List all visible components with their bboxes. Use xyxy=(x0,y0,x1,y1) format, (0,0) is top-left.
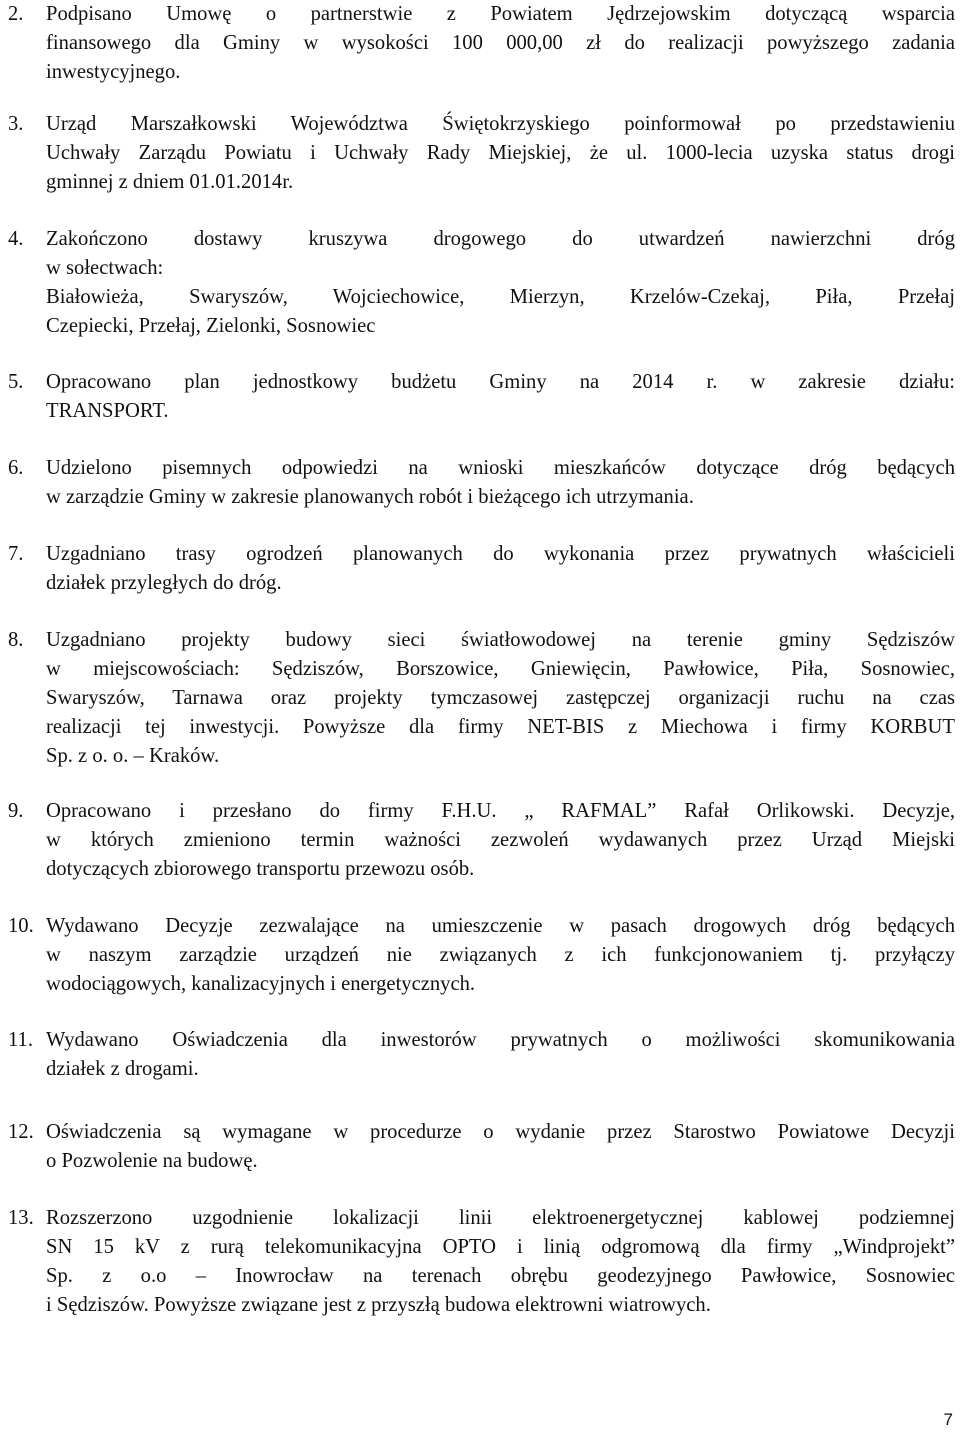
text-line: w naszym zarządzie urządzeń nie związanych z ich funkcjonowaniem tj. przyłączy xyxy=(46,944,955,966)
text-line: w sołectwach: xyxy=(46,257,164,279)
item-number: 11. xyxy=(8,1029,33,1051)
text-line: gminnej z dniem 01.01.2014r. xyxy=(46,171,294,193)
item-text xyxy=(46,797,955,884)
item-text xyxy=(46,1026,955,1084)
item-text xyxy=(46,540,955,598)
text-line: działek przyległych do dróg. xyxy=(46,572,282,594)
item-text xyxy=(46,1118,955,1176)
item-number: 2. xyxy=(8,3,24,25)
text-line: Urząd Marszałkowski Województwa Świętokrzyskiego poinformował po przedstawieniu xyxy=(46,113,955,135)
text-line: Opracowano plan jednostkowy budżetu Gminy na 2014 r. w zakresie działu: xyxy=(46,371,955,393)
text-line: działek z drogami. xyxy=(46,1058,199,1080)
text-line: Uchwały Zarządu Powiatu i Uchwały Rady Miejskiej, że ul. 1000-lecia uzyska status drogi xyxy=(46,142,955,164)
item-number: 13. xyxy=(8,1207,34,1229)
item-text xyxy=(46,368,955,426)
item-number: 8. xyxy=(8,629,24,651)
item-number: 12. xyxy=(8,1121,34,1143)
item-text xyxy=(46,110,955,197)
list-item-5 xyxy=(8,368,955,426)
text-line: Opracowano i przesłano do firmy F.H.U. „ RAFMAL” Rafał Orlikowski. Decyzje, xyxy=(46,800,955,822)
list-item-4 xyxy=(8,225,955,341)
text-line: SN 15 kV z rurą telekomunikacyjna OPTO i linią odgromową dla firmy „Windprojekt” xyxy=(46,1236,955,1258)
text-line: finansowego dla Gminy w wysokości 100 000,00 zł do realizacji powyższego zadania xyxy=(46,32,955,54)
text-line: realizacji tej inwestycji. Powyższe dla firmy NET-BIS z Miechowa i firmy KORBUT xyxy=(46,716,955,738)
text-line: Białowieża, Swaryszów, Wojciechowice, Mierzyn, Krzelów-Czekaj, Piła, Przełaj xyxy=(46,286,955,308)
item-number: 6. xyxy=(8,457,24,479)
list-item-7 xyxy=(8,540,955,598)
text-line: Czepiecki, Przełaj, Zielonki, Sosnowiec xyxy=(46,315,376,337)
text-line: Podpisano Umowę o partnerstwie z Powiatem Jędrzejowskim dotyczącą wsparcia xyxy=(46,3,955,25)
text-line: Udzielono pisemnych odpowiedzi na wnioski mieszkańców dotyczące dróg będących xyxy=(46,457,955,479)
list-item-13 xyxy=(8,1204,955,1320)
text-line: Sp. z o. o. – Kraków. xyxy=(46,745,220,767)
text-line: Wydawano Decyzje zezwalające na umieszczenie w pasach drogowych dróg będących xyxy=(46,915,955,937)
text-line: inwestycyjnego. xyxy=(46,61,181,83)
text-line: wodociągowych, kanalizacyjnych i energetycznych. xyxy=(46,973,476,995)
list-item-3 xyxy=(8,110,955,197)
list-item-6 xyxy=(8,454,955,512)
item-text xyxy=(46,454,955,512)
item-number: 7. xyxy=(8,543,24,565)
text-line: Swaryszów, Tarnawa oraz projekty tymczasowej zastępczej organizacji ruchu na czas xyxy=(46,687,955,709)
text-line: Zakończono dostawy kruszywa drogowego do utwardzeń nawierzchni dróg xyxy=(46,228,955,250)
item-number: 3. xyxy=(8,113,24,135)
text-line: Wydawano Oświadczenia dla inwestorów prywatnych o możliwości skomunikowania xyxy=(46,1029,955,1051)
text-line: TRANSPORT. xyxy=(46,400,169,422)
text-line: Sp. z o.o – Inowrocław na terenach obrębu geodezyjnego Pawłowice, Sosnowiec xyxy=(46,1265,955,1287)
item-text xyxy=(46,0,955,87)
text-line: dotyczących zbiorowego transportu przewozu osób. xyxy=(46,858,475,880)
text-line: Oświadczenia są wymagane w procedurze o wydanie przez Starostwo Powiatowe Decyzji xyxy=(46,1121,955,1143)
text-line: Uzgadniano projekty budowy sieci światłowodowej na terenie gminy Sędziszów xyxy=(46,629,955,651)
text-line: Uzgadniano trasy ogrodzeń planowanych do wykonania przez prywatnych właścicieli xyxy=(46,543,955,565)
list-item-9 xyxy=(8,797,955,884)
text-line: o Pozwolenie na budowę. xyxy=(46,1150,258,1172)
item-number: 9. xyxy=(8,800,24,822)
text-line: w miejscowościach: Sędziszów, Borszowice, Gniewięcin, Pawłowice, Piła, Sosnowiec, xyxy=(46,658,955,680)
list-item-2 xyxy=(8,0,955,87)
text-line: Rozszerzono uzgodnienie lokalizacji linii elektroenergetycznej kablowej podziemnej xyxy=(46,1207,955,1229)
list-item-11 xyxy=(8,1026,955,1084)
item-number: 5. xyxy=(8,371,24,393)
list-item-12 xyxy=(8,1118,955,1176)
item-text xyxy=(46,626,955,771)
text-line: w których zmieniono termin ważności zezwoleń wydawanych przez Urząd Miejski xyxy=(46,829,955,851)
item-number: 4. xyxy=(8,228,24,250)
item-text xyxy=(46,1204,955,1320)
text-line: i Sędziszów. Powyższe związane jest z przyszłą budowa elektrowni wiatrowych. xyxy=(46,1294,711,1316)
item-text xyxy=(46,225,955,341)
item-text xyxy=(46,912,955,999)
list-item-8 xyxy=(8,626,955,771)
item-number: 10. xyxy=(8,915,34,937)
text-line: w zarządzie Gminy w zakresie planowanych robót i bieżącego ich utrzymania. xyxy=(46,486,694,508)
page-number: 7 xyxy=(943,1410,953,1429)
list-item-10 xyxy=(8,912,955,999)
